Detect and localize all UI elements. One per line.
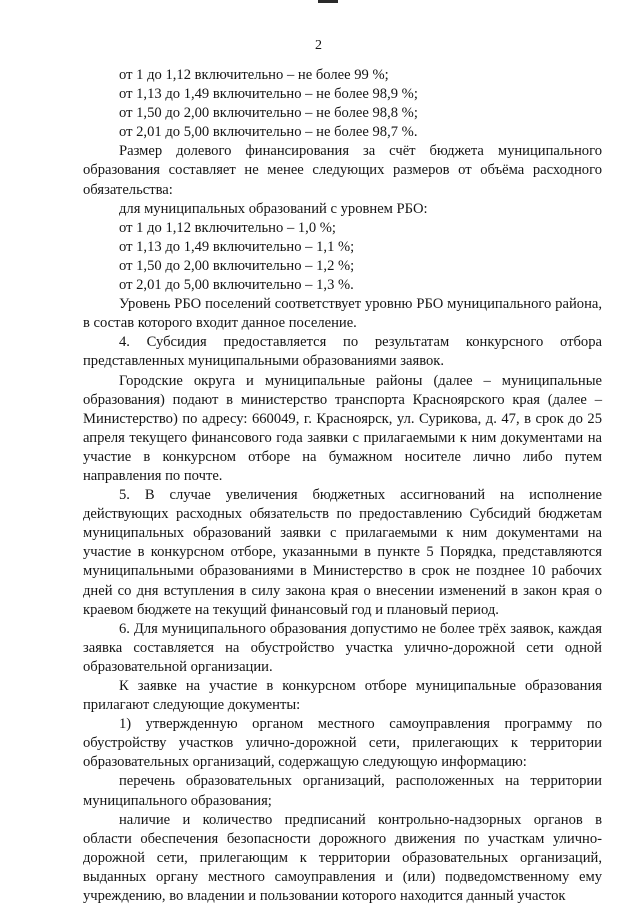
- paragraph: от 1,13 до 1,49 включительно – 1,1 %;: [119, 238, 355, 255]
- paragraph: от 1,13 до 1,49 включительно – не более 98,9 %;: [119, 86, 418, 103]
- scan-mark: [318, 0, 338, 3]
- paragraph: от 2,01 до 5,00 включительно – 1,3 %.: [119, 277, 354, 294]
- paragraph: Размер долевого финансирования за счёт бюджета муниципального образования составляет не менее следующих размеров от объёма расходного обязательства:: [83, 143, 602, 198]
- paragraph: К заявке на участие в конкурсном отборе муниципальные образования прилагают следующие документы:: [83, 678, 602, 714]
- paragraph: для муниципальных образований с уровнем РБО:: [119, 200, 428, 217]
- paragraph: 5. В случае увеличения бюджетных ассигнований на исполнение действующих расходных обязательств по предоставлению Субсидий бюджетам муниципальных образований заявки с прилагаемыми к ним документами на участие в конкурсном отборе, указанными в пункте 5 Порядка, представляются муниципальными образованиями в Министерство в срок не позднее 10 рабочих дней со дня вступления в силу закона края о внесении изменений в закон края о краевом бюджете на текущий финансовый год и плановый период.: [83, 487, 602, 618]
- paragraph: 6. Для муниципального образования допустимо не более трёх заявок, каждая заявка составляется на обустройство участка улично-дорожной сети одной образовательной организации.: [83, 620, 602, 675]
- paragraph: наличие и количество предписаний контрольно-надзорных органов в области обеспечения безопасности дорожного движения по участкам улично-дорожной сети, прилегающим к территории образовательных организаций, выданных органу местного самоуправления и (или) подведомственному ему учреждению, во владении и пользовании которого находится данный участок: [83, 811, 602, 905]
- paragraph: от 1,50 до 2,00 включительно – 1,2 %;: [119, 257, 355, 274]
- paragraph: 1) утвержденную органом местного самоуправления программу по обустройству участков улично-дорожной сети, прилегающих к территории образовательных организаций, содержащую следующую информацию:: [83, 716, 602, 771]
- paragraph: от 1,50 до 2,00 включительно – не более 98,8 %;: [119, 105, 418, 122]
- page-number: 2: [315, 38, 322, 53]
- paragraph: Городские округа и муниципальные районы (далее – муниципальные образования) подают в министерство транспорта Красноярского края (далее – Министерство) по адресу: 660049, г. Красноярск, ул. Сурикова, д. 47, в срок до 25 апреля текущего финансового года заявки с прилагаемыми к ним документами на участие в конкурсном отборе на бумажном носителе лично либо путем направления по почте.: [83, 372, 602, 484]
- paragraph: от 2,01 до 5,00 включительно – не более 98,7 %.: [119, 124, 418, 141]
- paragraph: от 1 до 1,12 включительно – не более 99 %;: [119, 67, 389, 83]
- paragraph: от 1 до 1,12 включительно – 1,0 %;: [119, 219, 336, 236]
- paragraph: 4. Субсидия предоставляется по результатам конкурсного отбора представленных муниципальными образованиями заявок.: [83, 334, 602, 370]
- document-body: [83, 66, 602, 906]
- paragraph: Уровень РБО поселений соответствует уровню РБО муниципального района, в состав которого входит данное поселение.: [83, 296, 602, 332]
- paragraph: перечень образовательных организаций, расположенных на территории муниципального образования;: [83, 773, 602, 809]
